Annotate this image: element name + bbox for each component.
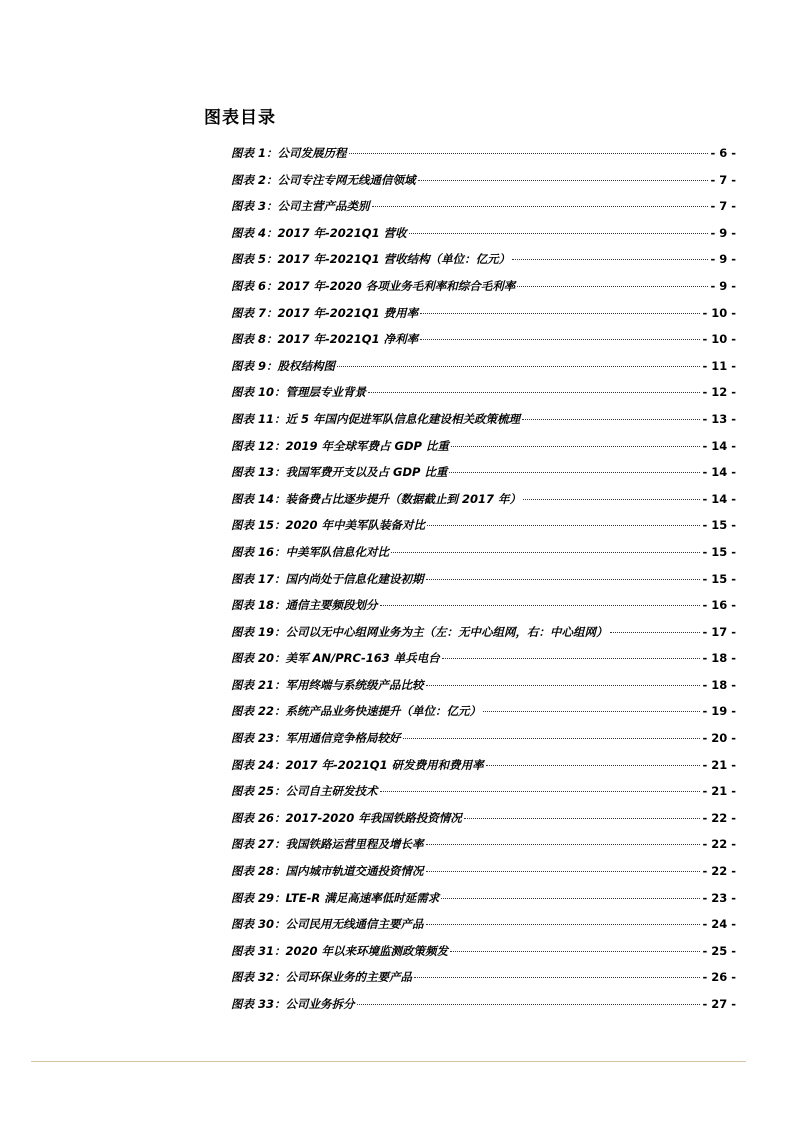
dot-leader — [426, 685, 701, 686]
toc-entry[interactable] — [231, 727, 736, 754]
toc-entry-label: 图表 29：LTE-R 满足高速率低时延需求 — [231, 890, 440, 905]
dot-leader — [349, 153, 709, 154]
dot-leader — [368, 392, 700, 393]
toc-entry-label: 图表 24：2017 年-2021Q1 研发费用和费用率 — [231, 757, 484, 772]
toc-entry-label: 图表 6：2017 年-2020 各项业务毛利率和综合毛利率 — [231, 278, 516, 293]
dot-leader — [512, 259, 708, 260]
toc-entry-page: - 9 - — [710, 252, 736, 267]
toc-entry-label: 图表 4：2017 年-2021Q1 营收 — [231, 225, 407, 240]
dot-leader — [418, 180, 709, 181]
toc-entry-label: 图表 15：2020 年中美军队装备对比 — [231, 518, 426, 533]
dot-leader — [372, 206, 709, 207]
dot-leader — [486, 765, 701, 766]
toc-entry-label: 图表 21：军用终端与系统级产品比较 — [231, 677, 424, 692]
toc-entry-label: 图表 20：美军 AN/PRC-163 单兵电台 — [231, 651, 440, 666]
toc-entry[interactable] — [231, 940, 736, 967]
toc-entry[interactable] — [231, 913, 736, 940]
toc-entry[interactable] — [231, 993, 736, 1020]
toc-entry-label: 图表 1：公司发展历程 — [231, 146, 347, 160]
dot-leader — [414, 977, 700, 978]
toc-entry-label: 图表 33：公司业务拆分 — [231, 997, 355, 1011]
dot-leader — [522, 419, 700, 420]
toc-entry-page: - 11 - — [702, 358, 736, 373]
dot-leader — [337, 366, 700, 367]
toc-entry-page: - 7 - — [710, 199, 736, 214]
toc-entry-label: 图表 9：股权结构图 — [231, 358, 336, 373]
toc-entry[interactable] — [231, 142, 736, 169]
toc-entry-label: 图表 12：2019 年全球军费占 GDP 比重 — [231, 438, 449, 453]
toc-entry-label: 图表 32：公司环保业务的主要产品 — [231, 970, 413, 985]
toc-entry-page: - 14 - — [702, 465, 736, 480]
toc-entry[interactable] — [231, 248, 736, 275]
dot-leader — [403, 738, 701, 739]
toc-entry[interactable] — [231, 621, 736, 648]
toc-entry-page: - 19 - — [702, 704, 736, 719]
dot-leader — [380, 605, 701, 606]
dot-leader — [426, 924, 701, 925]
toc-entry-label: 图表 31：2020 年以来环境监测政策频发 — [231, 943, 449, 958]
toc-entry-page: - 18 - — [702, 677, 736, 692]
toc-entry-label: 图表 13：我国军费开支以及占 GDP 比重 — [231, 465, 448, 480]
toc-entry-page: - 12 - — [702, 385, 736, 400]
toc-entry[interactable] — [231, 887, 736, 914]
toc-entry-page: - 22 - — [702, 837, 736, 852]
toc-entry[interactable] — [231, 275, 736, 302]
toc-entry[interactable] — [231, 674, 736, 701]
toc-entry-page: - 26 - — [702, 970, 736, 985]
dot-leader — [523, 499, 700, 500]
toc-entry[interactable] — [231, 514, 736, 541]
dot-leader — [451, 446, 701, 447]
toc-entry-label: 图表 27：我国铁路运营里程及增长率 — [231, 837, 424, 852]
footer-divider — [31, 1061, 746, 1062]
dot-leader — [357, 1004, 701, 1005]
toc-entry[interactable] — [231, 594, 736, 621]
toc-entry-page: - 22 - — [702, 864, 736, 879]
toc-entry[interactable] — [231, 169, 736, 196]
toc-entry-label: 图表 3：公司主营产品类别 — [231, 199, 370, 214]
toc-entry-label: 图表 23：军用通信竞争格局较好 — [231, 731, 401, 746]
toc-entry[interactable] — [231, 860, 736, 887]
toc-entry[interactable] — [231, 647, 736, 674]
dot-leader — [420, 339, 700, 340]
dot-leader — [427, 525, 700, 526]
toc-entry-label: 图表 2：公司专注专网无线通信领域 — [231, 172, 416, 187]
dot-leader — [391, 552, 700, 553]
toc-entry-label: 图表 30：公司民用无线通信主要产品 — [231, 917, 424, 932]
dot-leader — [450, 951, 700, 952]
toc-list — [231, 142, 736, 1020]
toc-entry-page: - 7 - — [710, 172, 736, 187]
toc-entry-page: - 27 - — [702, 997, 736, 1011]
toc-entry-page: - 16 - — [702, 598, 736, 613]
toc-entry-page: - 23 - — [702, 890, 736, 905]
toc-entry[interactable] — [231, 302, 736, 329]
toc-entry-page: - 22 - — [702, 810, 736, 825]
toc-entry[interactable] — [231, 381, 736, 408]
toc-heading: 图表目录 — [204, 108, 276, 128]
toc-entry[interactable] — [231, 195, 736, 222]
toc-entry-label: 图表 16：中美军队信息化对比 — [231, 544, 390, 559]
dot-leader — [442, 658, 701, 659]
toc-entry[interactable] — [231, 541, 736, 568]
toc-entry-page: - 15 - — [702, 571, 736, 586]
toc-entry-label: 图表 5：2017 年-2021Q1 营收结构（单位：亿元） — [231, 252, 511, 267]
toc-entry-page: - 14 - — [702, 491, 736, 506]
dot-leader — [441, 898, 700, 899]
dot-leader — [464, 818, 701, 819]
toc-entry[interactable] — [231, 435, 736, 462]
toc-entry-page: - 17 - — [702, 624, 736, 639]
toc-entry-page: - 10 - — [702, 332, 736, 347]
toc-entry-page: - 25 - — [702, 943, 736, 958]
dot-leader — [610, 632, 701, 633]
dot-leader — [426, 844, 701, 845]
toc-entry-page: - 20 - — [702, 731, 736, 746]
toc-entry-label: 图表 19：公司以无中心组网业务为主（左：无中心组网，右：中心组网） — [231, 624, 608, 639]
toc-entry[interactable] — [231, 700, 736, 727]
dot-leader — [426, 871, 701, 872]
toc-entry-page: - 6 - — [710, 146, 736, 160]
toc-entry-label: 图表 18：通信主要频段划分 — [231, 598, 378, 613]
toc-entry[interactable] — [231, 807, 736, 834]
toc-entry-label: 图表 26：2017-2020 年我国铁路投资情况 — [231, 810, 462, 825]
toc-entry[interactable] — [231, 355, 736, 382]
toc-entry-page: - 18 - — [702, 651, 736, 666]
toc-entry-label: 图表 25：公司自主研发技术 — [231, 784, 378, 799]
toc-entry-label: 图表 11：近 5 年国内促进军队信息化建设相关政策梳理 — [231, 411, 521, 426]
toc-entry[interactable] — [231, 488, 736, 515]
toc-entry-page: - 21 - — [702, 784, 736, 799]
toc-entry[interactable] — [231, 461, 736, 488]
dot-leader — [420, 313, 700, 314]
toc-entry-page: - 13 - — [702, 411, 736, 426]
toc-entry-page: - 21 - — [702, 757, 736, 772]
dot-leader — [449, 472, 700, 473]
toc-entry[interactable] — [231, 222, 736, 249]
dot-leader — [483, 711, 700, 712]
toc-entry-label: 图表 8：2017 年-2021Q1 净利率 — [231, 332, 419, 347]
toc-entry[interactable] — [231, 966, 736, 993]
toc-entry[interactable] — [231, 754, 736, 781]
dot-leader — [426, 579, 701, 580]
toc-entry-page: - 15 - — [702, 544, 736, 559]
toc-entry-page: - 10 - — [702, 305, 736, 320]
dot-leader — [517, 286, 708, 287]
toc-entry-page: - 24 - — [702, 917, 736, 932]
toc-entry-page: - 15 - — [702, 518, 736, 533]
toc-entry[interactable] — [231, 328, 736, 355]
toc-entry-label: 图表 22：系统产品业务快速提升（单位：亿元） — [231, 704, 482, 719]
toc-entry-label: 图表 28：国内城市轨道交通投资情况 — [231, 864, 424, 879]
toc-entry-label: 图表 10：管理层专业背景 — [231, 385, 367, 400]
toc-entry-label: 图表 14：装备费占比逐步提升（数据截止到 2017 年） — [231, 491, 522, 506]
toc-entry[interactable] — [231, 568, 736, 595]
toc-entry-label: 图表 17：国内尚处于信息化建设初期 — [231, 571, 424, 586]
toc-entry-page: - 9 - — [710, 278, 736, 293]
toc-entry-page: - 14 - — [702, 438, 736, 453]
toc-entry-label: 图表 7：2017 年-2021Q1 费用率 — [231, 305, 419, 320]
toc-entry-page: - 9 - — [710, 225, 736, 240]
toc-entry[interactable] — [231, 833, 736, 860]
toc-entry[interactable] — [231, 780, 736, 807]
toc-entry[interactable] — [231, 408, 736, 435]
dot-leader — [409, 233, 709, 234]
dot-leader — [380, 791, 701, 792]
